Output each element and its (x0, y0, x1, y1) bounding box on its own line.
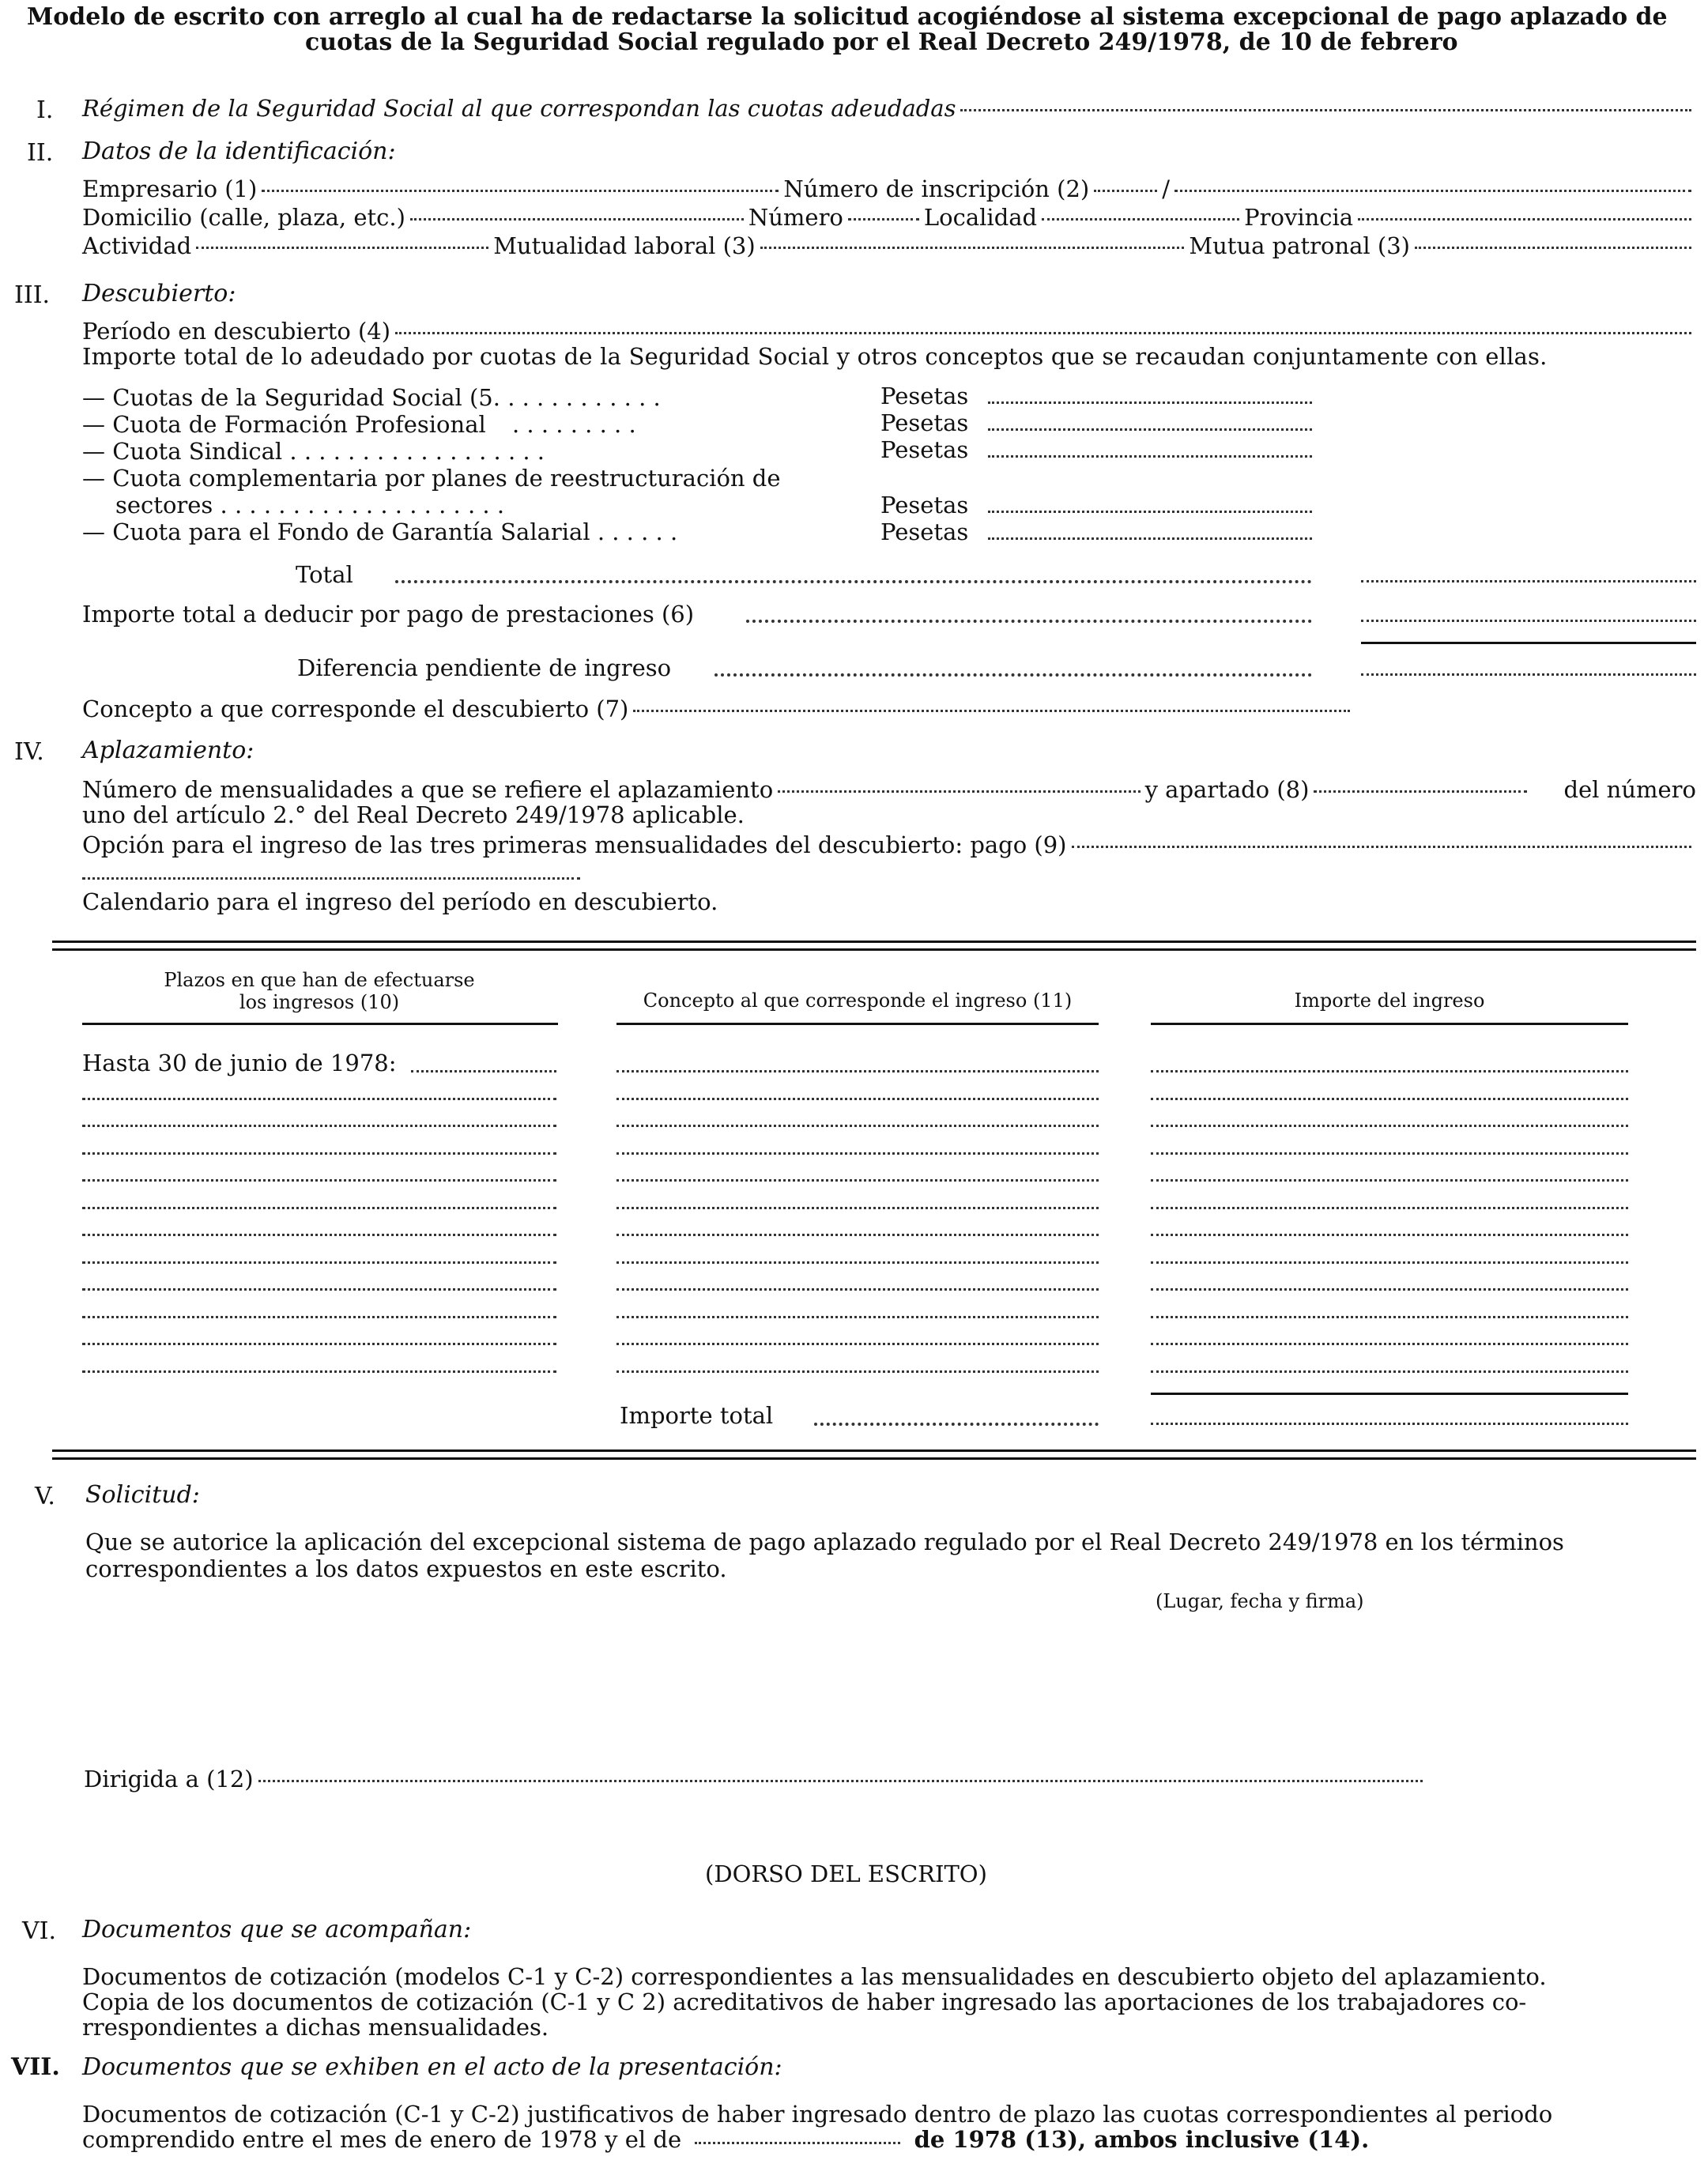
field-regimen[interactable] (960, 109, 1691, 111)
text-vi-3: rrespondientes a dichas mensualidades. (82, 2014, 549, 2041)
table-cell-concepto[interactable] (616, 1343, 1099, 1345)
row-regimen (82, 95, 1696, 122)
table-cell-concepto[interactable] (616, 1234, 1099, 1236)
text-lugar-fecha-firma: (Lugar, fecha y firma) (1156, 1590, 1364, 1612)
document-title-line2: cuotas de la Seguridad Social regulado por el Real Decreto 249/1978, de 10 de febrero (305, 28, 1458, 56)
label-importe-total: Importe total (620, 1402, 774, 1429)
label-mutua: Mutua patronal (3) (1189, 232, 1410, 259)
header-plazos-line1: Plazos en que han de efectuarse (164, 969, 475, 991)
row-domicilio (82, 204, 1696, 231)
field-pesetas-3[interactable] (988, 455, 1312, 458)
label-slash: / (1162, 175, 1171, 202)
table-cell-plazo[interactable] (411, 1070, 556, 1072)
text-calendario: Calendario para el ingreso del período en descubierto. (82, 888, 718, 915)
field-pesetas-5[interactable] (988, 537, 1312, 540)
table-cell-concepto[interactable] (616, 1125, 1099, 1127)
table-cell-plazo[interactable] (82, 1234, 556, 1236)
field-opcion[interactable] (1072, 846, 1692, 848)
item-cuotas-ss (82, 384, 661, 411)
row-dirigida (84, 1766, 1427, 1792)
label-diferencia: Diferencia pendiente de ingreso (297, 654, 672, 681)
label-mensualidades: Número de mensualidades a que se refiere el aplazamiento (82, 776, 774, 803)
table-cell-plazo[interactable] (82, 1288, 556, 1291)
field-provincia[interactable] (1358, 218, 1691, 221)
table-cell-plazo[interactable] (82, 1098, 556, 1100)
label-deducir: Importe total a deducir por pago de prestaciones (6) (82, 601, 695, 628)
table-bottom-rule-2 (52, 1457, 1696, 1460)
field-concepto[interactable] (633, 710, 1350, 712)
label-concepto: Concepto a que corresponde el descubierto (7) (82, 695, 629, 722)
label-localidad: Localidad (923, 204, 1038, 231)
text-solicitud-1: Que se autorice la aplicación del excepcional sistema de pago aplazado regulado por el Real Decreto 249/1978 en los términos (85, 1529, 1564, 1555)
field-numero[interactable] (848, 218, 919, 221)
item-sindical (82, 438, 545, 465)
item-formacion (82, 411, 636, 438)
table-cell-concepto[interactable] (616, 1179, 1099, 1182)
field-domicilio[interactable] (410, 218, 744, 221)
text-vi-2: Copia de los documentos de cotización (C-1 y C 2) acreditativos de haber ingresado las aportaciones de los trabajadores co- (82, 1988, 1527, 2015)
field-pesetas-2[interactable] (988, 428, 1312, 431)
item-sectores (115, 492, 504, 518)
text-importe-total: Importe total de lo adeudado por cuotas de la Seguridad Social y otros conceptos que se recaudan conjuntamente con ellas. (82, 343, 1548, 370)
table-cell-importe[interactable] (1151, 1152, 1628, 1155)
row-opcion (82, 831, 1696, 858)
table-cell-importe[interactable] (1151, 1261, 1628, 1264)
field-inscripcion-a[interactable] (1094, 190, 1157, 192)
row-periodo (82, 318, 1696, 345)
section-number-7: VII. (11, 2053, 60, 2081)
text-vii-2b: de 1978 (13), ambos inclusive (14). (914, 2126, 1370, 2153)
label-mutualidad: Mutualidad laboral (3) (493, 232, 756, 259)
text-vii-2a: comprendido entre el mes de enero de 1978 y el de (82, 2126, 682, 2153)
label-empresario: Empresario (1) (82, 175, 258, 202)
table-cell-importe[interactable] (1151, 1179, 1628, 1182)
label-domicilio: Domicilio (calle, plaza, etc.) (82, 204, 405, 231)
text-vii-1: Documentos de cotización (C-1 y C-2) justificativos de haber ingresado dentro de plazo las cuotas correspondientes al periodo (82, 2101, 1553, 2128)
table-cell-importe[interactable] (1151, 1070, 1628, 1072)
label-total: Total (296, 561, 353, 588)
section-label-documentos-exhiben: Documentos que se exhiben en el acto de la presentación: (82, 2053, 782, 2081)
table-cell-importe[interactable] (1151, 1343, 1628, 1345)
leader-deducir (746, 620, 1312, 623)
section-label-documentos-acompanan: Documentos que se acompañan: (82, 1916, 472, 1943)
table-cell-plazo[interactable] (82, 1261, 556, 1264)
header-rule-col1 (82, 1023, 558, 1025)
table-cell-importe[interactable] (1151, 1288, 1628, 1291)
table-cell-concepto[interactable] (616, 1288, 1099, 1291)
leader-total (395, 580, 1312, 583)
table-cell-importe[interactable] (1151, 1207, 1628, 1209)
item-dots: . . . . . . . . . (511, 411, 636, 438)
field-dirigida[interactable] (258, 1780, 1423, 1782)
section-label-identificacion: Datos de la identificación: (82, 138, 396, 165)
field-deducir[interactable] (1361, 620, 1696, 622)
field-actividad[interactable] (196, 247, 488, 249)
table-cell-concepto[interactable] (616, 1152, 1099, 1155)
field-importe-total[interactable] (1151, 1423, 1628, 1425)
text-solicitud-2: correspondientes a los datos expuestos en este escrito. (85, 1555, 727, 1582)
table-cell-plazo[interactable] (82, 1179, 556, 1182)
section-label-aplazamiento: Aplazamiento: (82, 737, 255, 764)
item-dots: . . . . . . . . . . . . . . . . . . (289, 438, 545, 465)
field-empresario[interactable] (262, 190, 779, 192)
item-label: — Cuota de Formación Profesional (82, 411, 486, 438)
table-cell-plazo[interactable] (82, 1152, 556, 1155)
field-total[interactable] (1361, 580, 1696, 582)
field-localidad[interactable] (1042, 218, 1239, 221)
item-label: sectores (115, 492, 213, 518)
heading-dorso: (DORSO DEL ESCRITO) (705, 1860, 987, 1887)
field-periodo[interactable] (395, 332, 1691, 334)
table-cell-concepto[interactable] (616, 1070, 1099, 1072)
field-diferencia[interactable] (1361, 673, 1696, 676)
table-top-rule-1 (52, 941, 1696, 943)
table-header-importe: Importe del ingreso (1294, 990, 1485, 1012)
table-top-rule-2 (52, 948, 1696, 951)
label-apartado: y apartado (8) (1144, 776, 1310, 803)
field-mes[interactable] (695, 2142, 900, 2144)
leader-importe-total (814, 1423, 1099, 1426)
label-opcion: Opción para el ingreso de las tres primeras mensualidades del descubierto: pago (9) (82, 831, 1067, 858)
header-rule-col2 (616, 1023, 1099, 1025)
pesetas-label-1: Pesetas (880, 383, 969, 409)
field-pesetas-4[interactable] (988, 511, 1312, 513)
table-cell-plazo[interactable] (82, 1343, 556, 1345)
pesetas-label-5: Pesetas (880, 518, 969, 545)
item-dots: . . . . . . . . . . . . . . . . . . . . (220, 492, 505, 518)
table-cell-importe[interactable] (1151, 1316, 1628, 1318)
table-cell-concepto[interactable] (616, 1370, 1099, 1373)
table-cell-plazo[interactable] (82, 1316, 556, 1318)
table-cell-plazo[interactable] (82, 1370, 556, 1373)
item-dots: . . . . . . (597, 518, 678, 545)
label-del-numero: del número (1563, 776, 1696, 803)
field-inscripcion-b[interactable] (1174, 190, 1691, 192)
table-cell-plazo[interactable] (82, 1125, 556, 1127)
section-number-3: III. (14, 281, 51, 309)
header-plazos-line2: los ingresos (10) (239, 991, 400, 1013)
label-actividad: Actividad (82, 232, 192, 259)
subtotal-rule (1361, 642, 1696, 644)
table-cell-concepto[interactable] (616, 1098, 1099, 1100)
section-number-6: VI. (22, 1917, 57, 1945)
total-rule (1151, 1393, 1628, 1395)
field-mutua[interactable] (1415, 247, 1691, 249)
text-uno-del: uno del artículo 2.° del Real Decreto 249/1978 aplicable. (82, 801, 745, 828)
text-vi-1: Documentos de cotización (modelos C-1 y C-2) correspondientes a las mensualidades en descubierto objeto del aplazamiento. (82, 1963, 1547, 1990)
item-label: — Cuota Sindical (82, 438, 283, 465)
field-opcion-cont[interactable] (82, 877, 580, 880)
label-dirigida: Dirigida a (12) (84, 1766, 254, 1792)
section-number-1: I. (36, 96, 54, 124)
section-label-solicitud: Solicitud: (85, 1481, 200, 1509)
section-label-regimen: Régimen de la Seguridad Social al que correspondan las cuotas adeudadas (82, 95, 956, 122)
label-num-inscripcion: Número de inscripción (2) (783, 175, 1090, 202)
field-apartado[interactable] (1314, 790, 1527, 793)
item-complementaria: — Cuota complementaria por planes de reestructuración de (82, 465, 781, 492)
row-empresario (82, 175, 1696, 202)
table-header-plazos (82, 969, 556, 1013)
label-numero: Número (748, 204, 843, 231)
section-number-2: II. (27, 139, 54, 167)
item-label: — Cuotas de la Seguridad Social (5. (82, 384, 500, 411)
row-concepto (82, 695, 1355, 722)
field-mutualidad[interactable] (760, 247, 1185, 249)
row-actividad (82, 232, 1696, 259)
pesetas-label-3: Pesetas (880, 436, 969, 463)
pesetas-label-4: Pesetas (880, 492, 969, 518)
table-cell-importe[interactable] (1151, 1098, 1628, 1100)
field-pesetas-1[interactable] (988, 401, 1312, 404)
label-provincia: Provincia (1244, 204, 1354, 231)
item-label: — Cuota para el Fondo de Garantía Salarial (82, 518, 590, 545)
leader-diferencia (714, 673, 1312, 677)
table-bottom-rule-1 (52, 1449, 1696, 1452)
row-mensualidades (82, 776, 1696, 803)
header-rule-col3 (1151, 1023, 1628, 1025)
table-cell-concepto[interactable] (616, 1316, 1099, 1318)
table-cell-plazo[interactable] (82, 1207, 556, 1209)
document-title-line1: Modelo de escrito con arreglo al cual ha de redactarse la solicitud acogiéndose al sistema excepcional de pago aplazado de (27, 3, 1668, 31)
table-header-concepto: Concepto al que corresponde el ingreso (11) (643, 990, 1073, 1012)
item-dots: . . . . . . . . . . . (507, 384, 661, 411)
field-mensualidades[interactable] (778, 790, 1140, 793)
table-cell-concepto[interactable] (616, 1261, 1099, 1264)
text-vii-2 (82, 2126, 1369, 2153)
table-cell-importe[interactable] (1151, 1125, 1628, 1127)
section-label-descubierto: Descubierto: (82, 280, 236, 307)
label-periodo: Período en descubierto (4) (82, 318, 391, 345)
section-number-5: V. (35, 1483, 55, 1510)
table-cell-importe[interactable] (1151, 1370, 1628, 1373)
table-cell-importe[interactable] (1151, 1234, 1628, 1236)
pesetas-label-2: Pesetas (880, 409, 969, 436)
item-fogasa (82, 518, 677, 545)
table-cell-concepto[interactable] (616, 1207, 1099, 1209)
table-first-row-label: Hasta 30 de junio de 1978: (82, 1050, 397, 1076)
section-number-4: IV. (14, 738, 44, 766)
